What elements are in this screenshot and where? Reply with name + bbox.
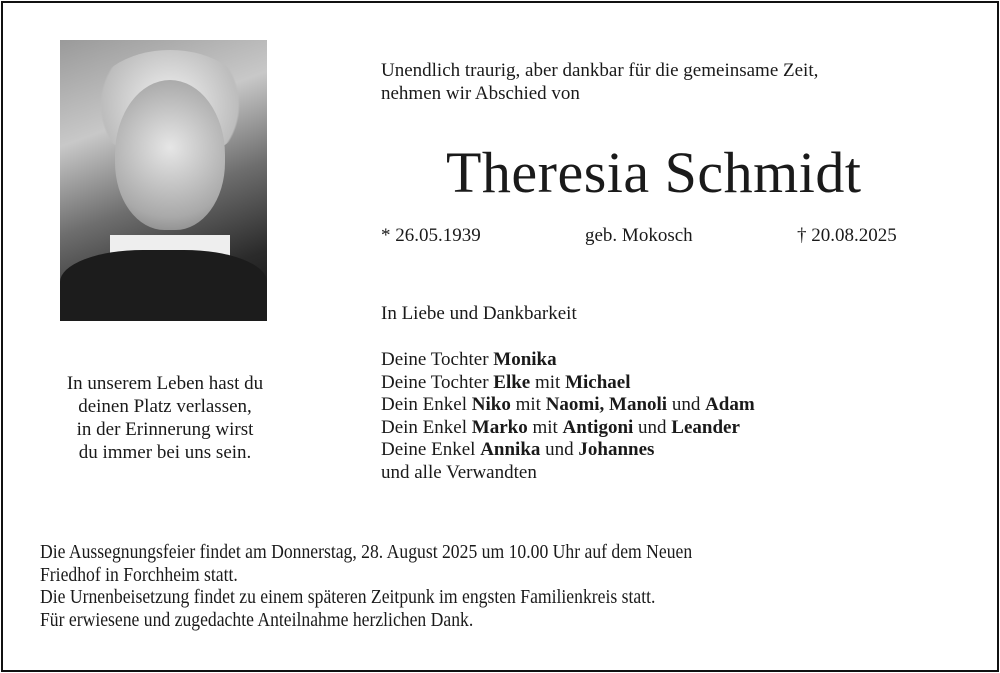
intro-text <box>381 59 818 105</box>
relation-text: Dein Enkel <box>381 394 472 415</box>
family-member-name: Marko <box>471 416 528 438</box>
footer-line: Friedhof in Forchheim statt. <box>40 563 238 586</box>
family-member-name: Johannes <box>578 439 655 460</box>
relation-text: mit <box>527 416 563 438</box>
relation-text: Dein Enkel <box>381 416 472 438</box>
verse-line: deinen Platz verlassen, <box>78 396 252 417</box>
family-member-line <box>381 417 755 440</box>
family-member-line <box>381 372 755 395</box>
footer-line: Für erwiesene und zugedachte Anteilnahme herzlichen Dank. <box>40 608 474 631</box>
relation-text: und alle Verwandten <box>381 461 537 483</box>
portrait-photo <box>60 40 267 321</box>
relation-text: Deine Tochter <box>381 371 494 393</box>
family-member-name: Annika <box>480 439 541 460</box>
intro-line: nehmen wir Abschied von <box>381 83 580 104</box>
relation-text: und <box>540 439 579 460</box>
closing-phrase: In Liebe und Dankbarkeit <box>381 303 577 324</box>
footer-line: Die Urnenbeisetzung findet zu einem späteren Zeitpunk im engsten Familienkreis statt. <box>40 586 656 608</box>
funeral-info <box>40 541 692 631</box>
family-member-name: Michael <box>565 371 631 393</box>
family-member-name: Antigoni <box>562 416 634 438</box>
footer-line: Die Aussegnungsfeier findet am Donnerstag, 28. August 2025 um 10.00 Uhr auf dem Neuen <box>40 541 693 563</box>
deceased-name: Theresia Schmidt <box>446 140 862 205</box>
verse-line: in der Erinnerung wirst <box>76 419 254 440</box>
maiden-name: geb. Mokosch <box>585 225 693 246</box>
family-member-line <box>381 394 755 417</box>
relation-text: Deine Enkel <box>381 439 481 460</box>
relation-text: mit <box>510 394 546 415</box>
family-member-name: Leander <box>671 416 740 438</box>
family-member-name: Naomi, Manoli <box>545 394 668 415</box>
relation-text: Deine Tochter <box>381 349 494 370</box>
birth-date: * 26.05.1939 <box>381 225 481 246</box>
family-member-name: Niko <box>471 394 511 415</box>
family-member-line <box>381 349 755 372</box>
family-member-name: Monika <box>493 349 557 370</box>
memorial-verse <box>20 372 310 464</box>
family-member-line <box>381 439 755 462</box>
intro-line: Unendlich traurig, aber dankbar für die gemeinsame Zeit, <box>381 60 819 81</box>
death-date: † 20.08.2025 <box>797 225 897 246</box>
family-member-line <box>381 462 755 485</box>
family-member-name: Adam <box>705 394 755 415</box>
relation-text: mit <box>530 371 566 393</box>
family-member-name: Elke <box>493 371 531 393</box>
verse-line: In unserem Leben hast du <box>66 373 264 394</box>
family-list <box>381 349 755 484</box>
relation-text: und <box>633 416 672 438</box>
verse-line: du immer bei uns sein. <box>78 442 252 463</box>
relation-text: und <box>667 394 706 415</box>
